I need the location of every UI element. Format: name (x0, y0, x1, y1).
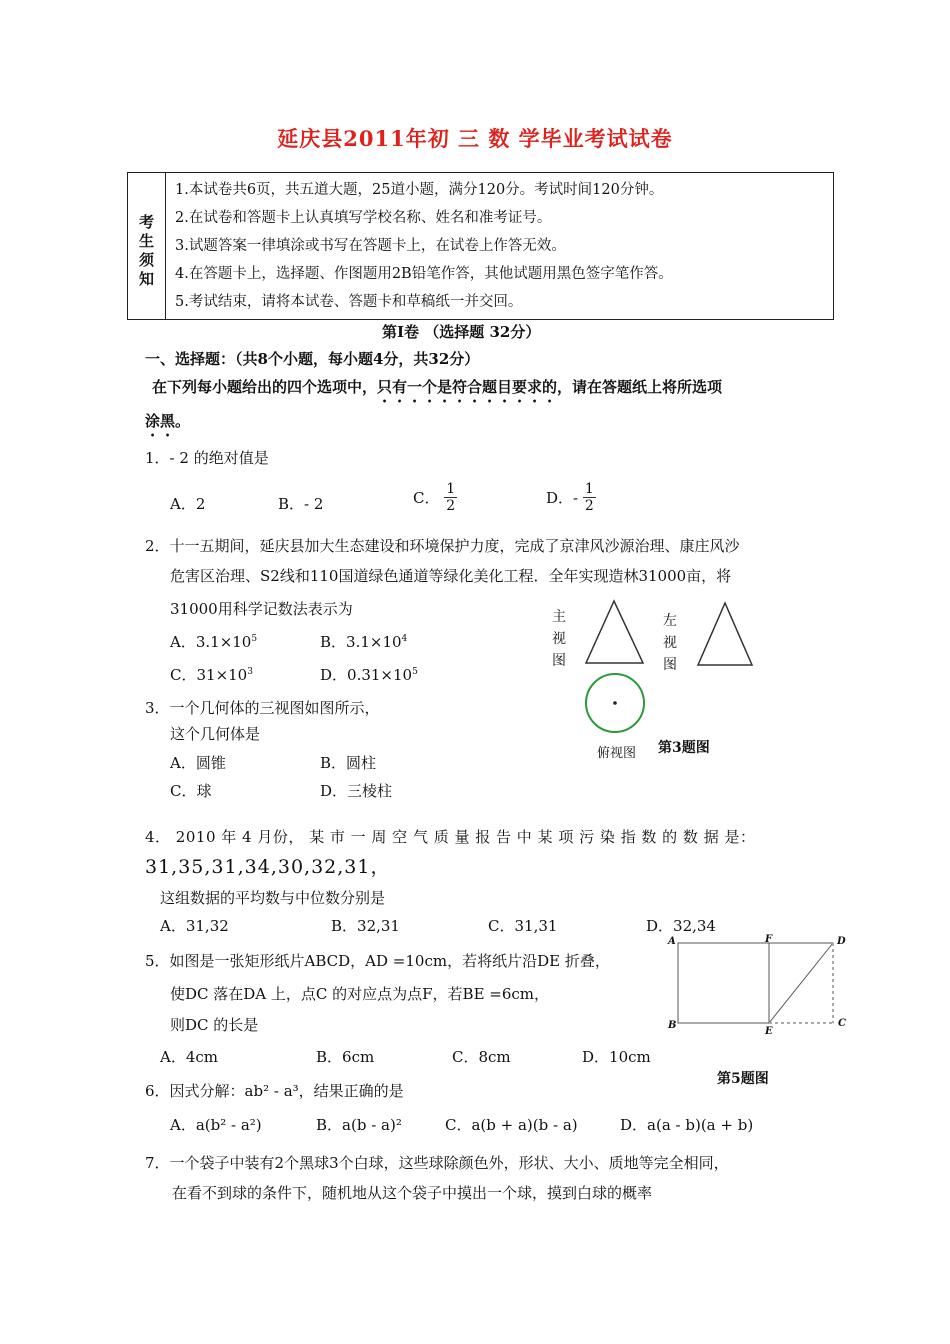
section-header: 第Ⅰ卷 （选择题 32分） (382, 323, 541, 341)
q1-option-d (546, 481, 596, 514)
top-view-center-dot (613, 701, 617, 705)
q1-option-c (413, 481, 457, 514)
instruction-line (152, 376, 722, 406)
option-text: B．3.1×10 (320, 633, 402, 651)
q6-option-c: C．a(b + a)(b - a) (445, 1116, 578, 1134)
exam-notice-box (127, 172, 834, 320)
point-label-a: A (668, 936, 676, 947)
option-text: D．32,34 (646, 917, 716, 935)
label-char: 视 (663, 635, 677, 651)
rectangle-fold-figure (665, 932, 855, 1037)
q5-option-b: B．6cm (316, 1048, 375, 1066)
q4-option-c (488, 915, 557, 936)
q2-option-b (320, 631, 407, 652)
q4-option-b (331, 915, 400, 936)
denominator: 2 (584, 498, 594, 514)
part1-title: 一、选择题：（共8个小题，每小题4分，共32分） (145, 350, 480, 368)
q3-caption: 第3题图 (658, 740, 710, 756)
option-text: C．31,31 (488, 917, 558, 935)
rectangle-abcd (678, 943, 833, 1023)
point-label-e: E (765, 1026, 773, 1037)
option-text: C．31×10 (170, 666, 248, 684)
option-text: A．3.1×10 (170, 633, 252, 651)
q6-option-d: D．a(a - b)(a + b) (620, 1116, 754, 1134)
q4-option-a (160, 915, 229, 936)
q3-option-a: A．圆锥 (170, 754, 226, 772)
exponent: 4 (401, 634, 408, 644)
q3-option-c: C．球 (170, 782, 212, 800)
q2-option-c (170, 664, 253, 685)
option-text: A．31,32 (160, 917, 229, 935)
q5-caption: 第5题图 (717, 1071, 769, 1087)
instruction-text: ，请在答题纸上将所选项 (557, 378, 723, 396)
option-label: D．- (546, 489, 579, 507)
label-char: 图 (552, 653, 566, 669)
label-char: 左 (663, 613, 677, 629)
q6-option-b: B．a(b - a)² (316, 1116, 402, 1134)
segment-ed (769, 943, 833, 1023)
q5-line: 5．如图是一张矩形纸片ABCD，AD =10cm，若将纸片沿DE 折叠， (145, 952, 610, 970)
notice-line: 2.在试卷和答题卡上认真填写学校名称、姓名和准考证号。 (175, 210, 552, 226)
q1-option-b: B．- 2 (278, 495, 324, 513)
q2-option-a (170, 631, 257, 652)
instruction-line-2: 涂黑。 (145, 412, 191, 430)
numerator: 1 (584, 481, 594, 497)
side-char: 知 (139, 270, 155, 288)
q2-line: 31000用科学记数法表示为 (170, 600, 353, 618)
fraction (583, 481, 596, 514)
q4-line: 这组数据的平均数与中位数分别是 (160, 889, 386, 907)
q3-line: 3．一个几何体的三视图如图所示， (145, 699, 380, 717)
label-char: 图 (663, 657, 677, 673)
point-label-c: C (838, 1018, 846, 1029)
main-view-label (552, 606, 568, 672)
q6-option-a: A．a(b² - a²) (170, 1116, 262, 1134)
q6-stem: 6．因式分解：ab² - a³，结果正确的是 (145, 1082, 404, 1100)
option-text: B．32,31 (331, 917, 400, 935)
side-char: 生 (139, 232, 155, 250)
top-view-label: 俯视图 (597, 746, 637, 761)
notice-line: 3.试题答案一律填涂或书写在答题卡上，在试卷上作答无效。 (175, 238, 566, 254)
q2-line: 危害区治理、S2线和110国道绿色通道等绿化美化工程．全年实现造林31000亩，将 (170, 567, 732, 585)
q5-option-a: A．4cm (160, 1048, 219, 1066)
point-label-f: F (765, 934, 773, 945)
fraction (444, 481, 457, 514)
exponent: 5 (412, 667, 418, 677)
q1-stem: 1．- 2 的绝对值是 (145, 449, 269, 467)
notice-line: 4.在答题卡上，选择题、作图题用2B铅笔作答，其他试题用黑色签字笔作答。 (175, 266, 673, 282)
q1-option-a: A．2 (170, 495, 206, 513)
notice-line: 1.本试卷共6页，共五道大题，25道小题，满分120分。考试时间120分钟。 (175, 182, 664, 198)
q4-data: 31,35,31,34,30,32,31， (145, 856, 391, 878)
q7-line: 7．一个袋子中装有2个黑球3个白球，这些球除颜色外，形状、大小、质地等完全相同， (145, 1154, 729, 1172)
label-char: 主 (552, 609, 566, 625)
notice-side-label (128, 173, 166, 319)
q7-line: 在看不到球的条件下，随机地从这个袋子中摸出一个球，摸到白球的概率 (172, 1184, 653, 1202)
q3-option-d: D．三棱柱 (320, 782, 393, 800)
option-text: D．0.31×10 (320, 666, 413, 684)
option-label: C． (413, 489, 440, 507)
exponent: 3 (247, 667, 253, 677)
notice-line: 5.考试结束，请将本试卷、答题卡和草稿纸一并交回。 (175, 294, 523, 310)
numerator: 1 (446, 481, 456, 497)
point-label-b: B (668, 1020, 677, 1031)
left-view-triangle (698, 603, 752, 665)
label-char: 视 (552, 631, 566, 647)
side-char: 须 (139, 251, 155, 269)
point-label-d: D (837, 936, 846, 947)
q4-line: 4． 2010 年 4 月份， 某 市 一 周 空 气 质 量 报 告 中 某 项 污 染 指 数 的 数 据 是： (145, 828, 756, 846)
q5-option-c: C．8cm (452, 1048, 511, 1066)
main-view-triangle (586, 601, 643, 663)
q5-line: 使DC 落在DA 上，点C 的对应点为点F，若BE =6cm， (170, 985, 550, 1003)
denominator: 2 (446, 498, 456, 514)
q3-line: 这个几何体是 (170, 725, 261, 743)
q2-option-d (320, 664, 418, 685)
q2-line: 2．十一五期间，延庆县加大生态建设和环境保护力度，完成了京津风沙源治理、康庄风沙 (145, 537, 740, 555)
instruction-text: 在下列每小题给出的四个选项中， (152, 378, 378, 396)
q5-option-d: D．10cm (582, 1048, 651, 1066)
exponent: 5 (251, 634, 258, 644)
instruction-emphasis: 只有一个是符合题目要求的 (377, 378, 558, 396)
side-char: 考 (139, 213, 155, 231)
q5-line: 则DC 的长是 (170, 1016, 259, 1034)
page-title: 延庆县2011年初 三 数 学毕业考试试卷 (277, 126, 673, 151)
q3-option-b: B．圆柱 (320, 754, 377, 772)
